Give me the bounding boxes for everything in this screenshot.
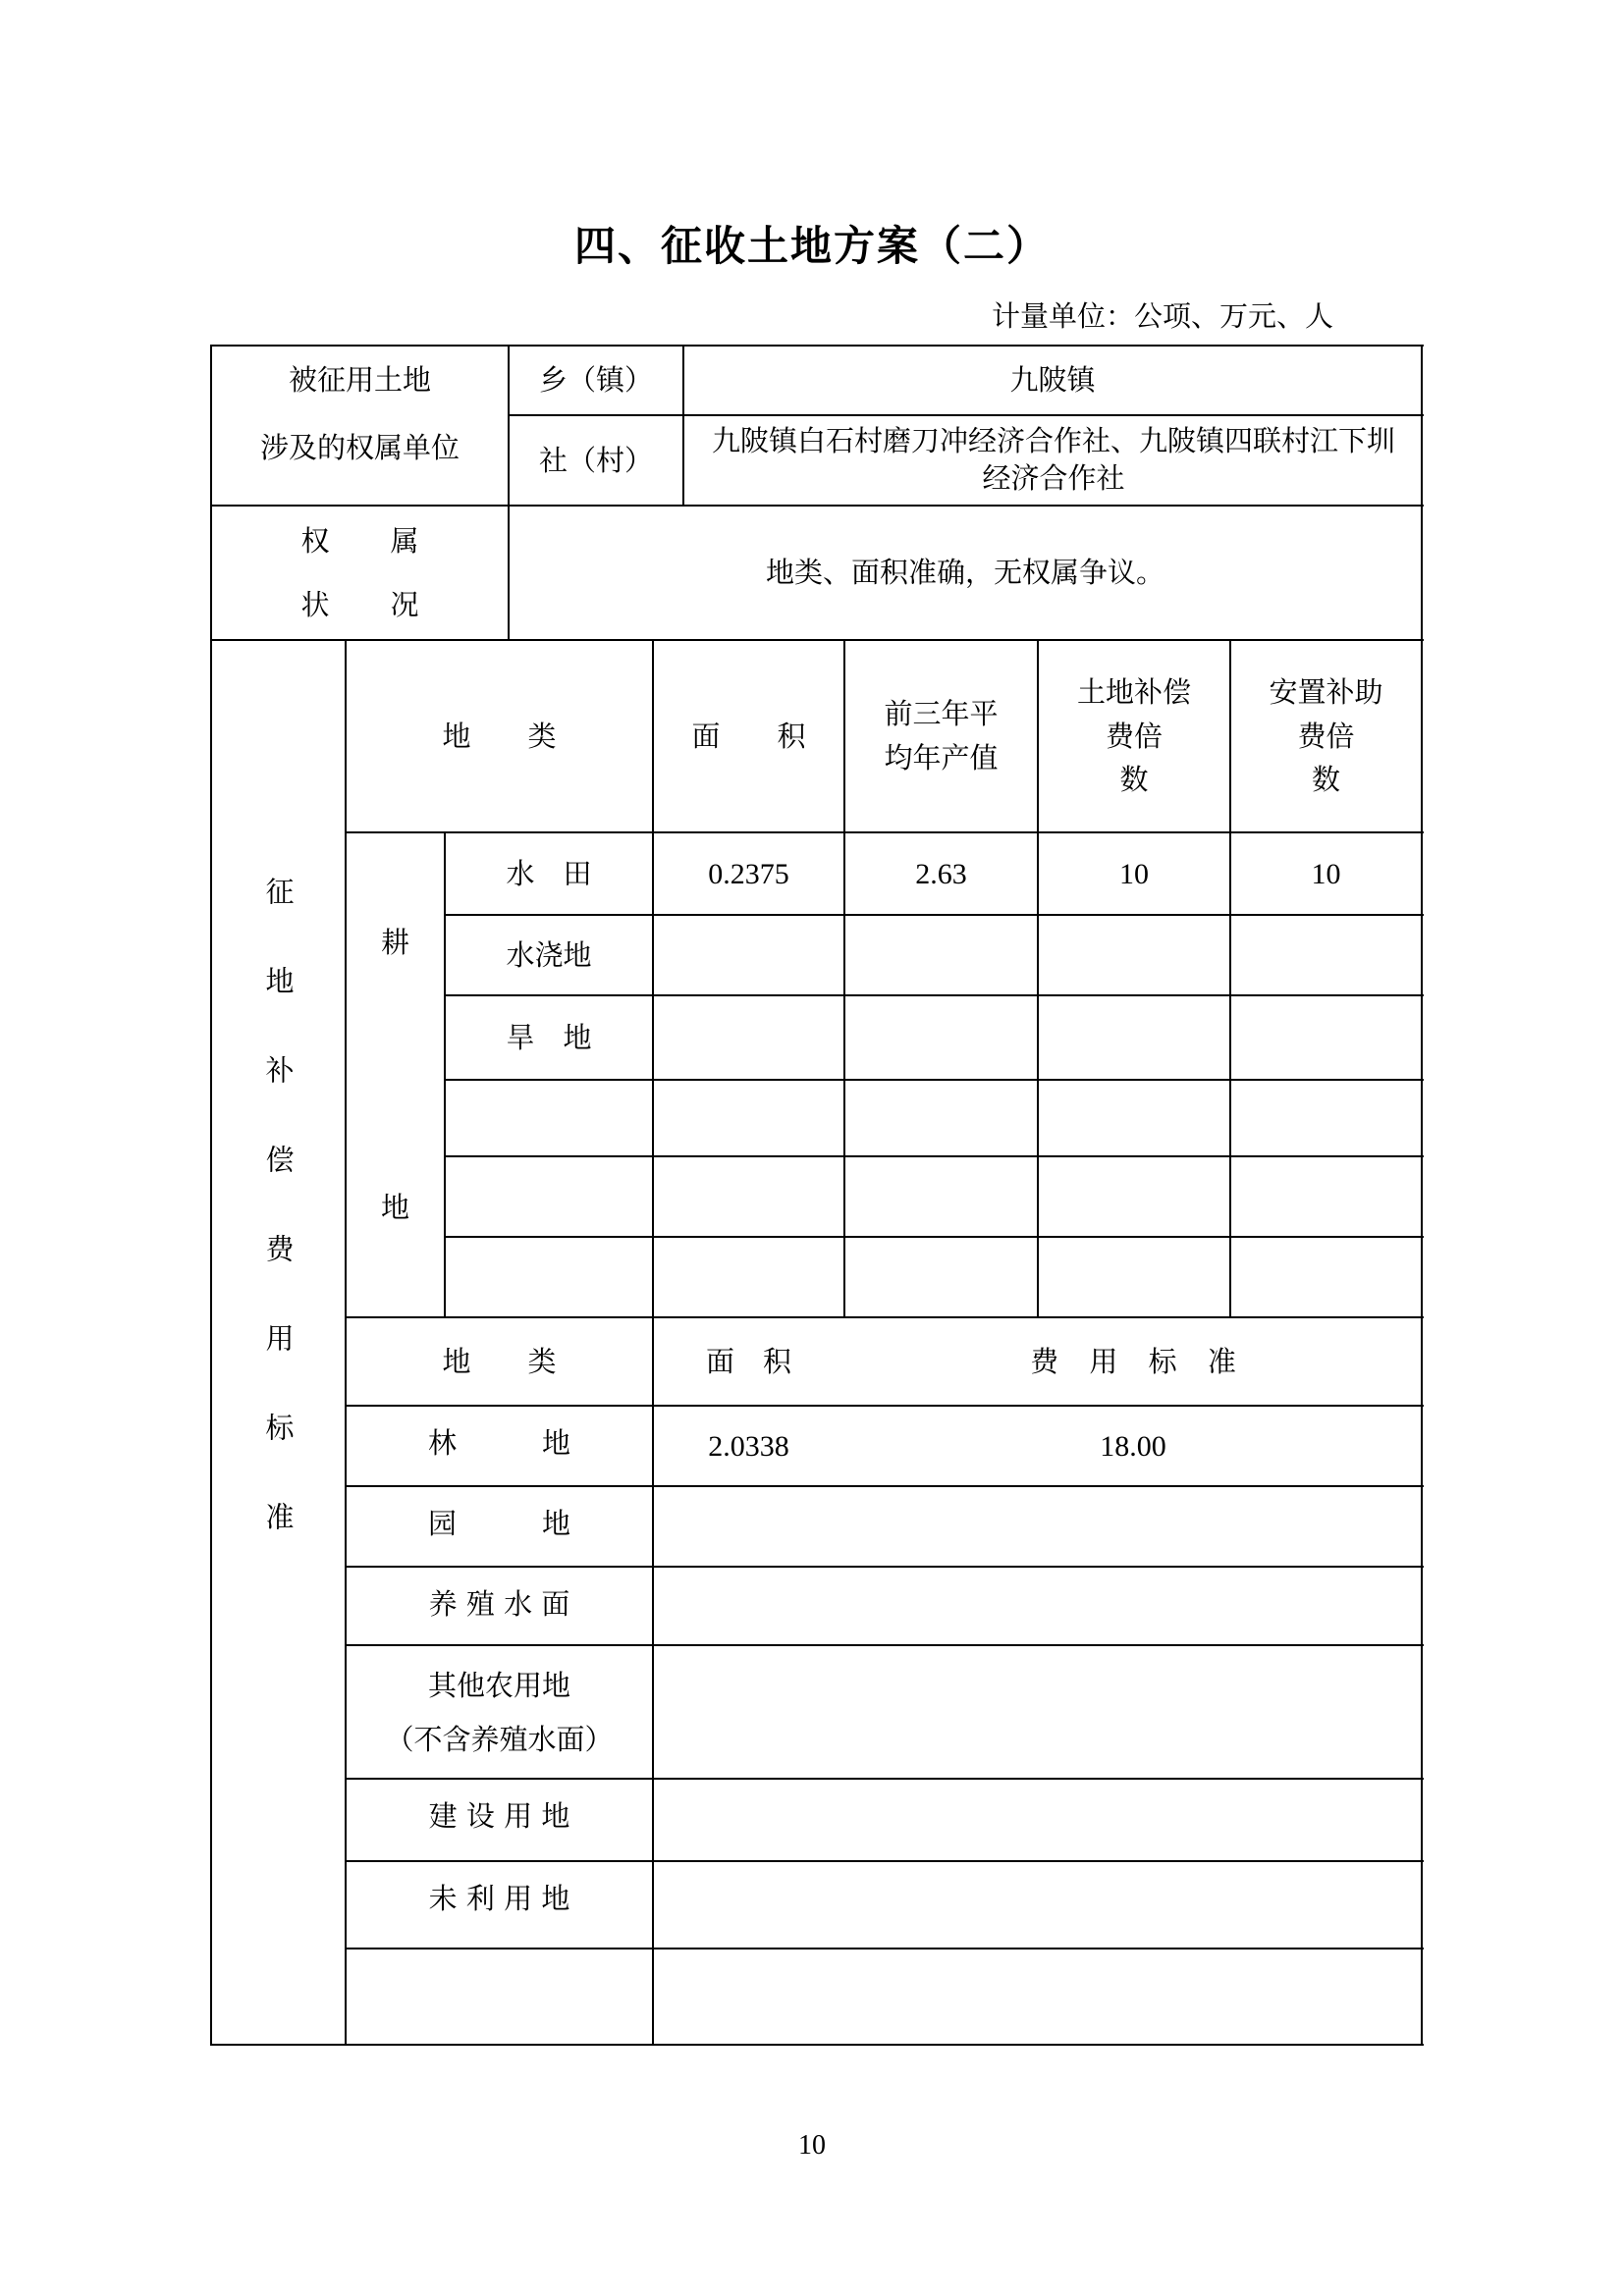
other-cell-standard: [845, 1487, 1421, 1567]
page-title: 四、征收土地方案（二）: [573, 222, 1050, 270]
unit-line: 计量单位：公项、万元、人: [992, 299, 1334, 333]
resettle-line2: 费倍: [1297, 719, 1355, 753]
other-cell-area: [654, 1949, 843, 2044]
other-cell-area: [654, 1646, 843, 1779]
cultivated-cell-land-multiple: [1039, 916, 1229, 995]
cultivated-cell-resettle-multiple: [1231, 1081, 1421, 1156]
ownership-unit-label-line2: 涉及的权属单位: [259, 430, 460, 464]
other-cell-area: 2.0338: [708, 1429, 789, 1463]
ownership-unit-label: [212, 347, 508, 505]
land-comp-line1: 土地补偿: [1076, 674, 1191, 709]
cultivated-cell-avg-output: [845, 1081, 1037, 1156]
cultivated-cell-area: [654, 996, 843, 1080]
cultivated-cell-avg-output: [845, 996, 1037, 1080]
table-border-bottom: [211, 2044, 1424, 2046]
other-type-line1: 其他农用地: [427, 1669, 570, 1703]
cultivated-cell-area: [654, 1081, 843, 1156]
ownership-status-char: 权: [300, 524, 330, 559]
ownership-unit-label-line1: 被征用土地: [288, 363, 431, 398]
cultivated-cell-area: [654, 1238, 843, 1317]
other-cell-standard: [845, 1568, 1421, 1645]
other-cell-type: 养 殖 水 面: [428, 1587, 570, 1621]
cultivated-cell-land-multiple: [1039, 1157, 1229, 1237]
cultivated-cell-resettle-multiple: [1231, 1238, 1421, 1317]
other-header-area: 面 积: [705, 1344, 791, 1378]
cultivated-cell-avg-output: [845, 916, 1037, 995]
ownership-status-label-grid: [300, 520, 418, 624]
cultivated-cell-land-multiple: [1039, 1238, 1229, 1317]
compensation-side-label-text: 征地补偿费用标准: [261, 877, 296, 1591]
cultivated-header-avg-output: [845, 641, 1037, 831]
other-type-line2: （不含养殖水面）: [385, 1722, 614, 1756]
cultivated-cell-resettle-multiple: [1231, 916, 1421, 995]
land-comp-line3: 数: [1119, 763, 1149, 797]
cultivated-cell-land-multiple: [1039, 996, 1229, 1080]
other-cell-area: [654, 1568, 843, 1645]
page-number: 10: [798, 2130, 826, 2161]
cultivated-cell-resettle-multiple: 10: [1311, 857, 1341, 890]
village-value: 九陂镇白石村磨刀冲经济合作社、九陂镇四联村江下圳经济合作社: [711, 424, 1395, 495]
other-cell-standard: [845, 1780, 1421, 1861]
table-border-right: [1421, 345, 1423, 2046]
cultivated-group-label-bottom: 地: [380, 1190, 409, 1224]
township-label: 乡（镇）: [538, 363, 653, 398]
cultivated-cell-avg-output: 2.63: [915, 857, 967, 890]
land-comp-line2: 费倍: [1105, 719, 1163, 753]
other-cell-type: 建 设 用 地: [428, 1799, 570, 1833]
other-cell-type: 林 地: [427, 1426, 570, 1460]
cultivated-cell-type: 水 田: [506, 857, 592, 891]
cultivated-cell-type: 旱 地: [506, 1021, 592, 1055]
other-cell-standard: [845, 1646, 1421, 1779]
cultivated-cell-resettle-multiple: [1231, 996, 1421, 1080]
cultivated-cell-type: 水浇地: [506, 938, 592, 973]
ownership-status-char: 属: [390, 524, 419, 559]
compensation-side-label: [212, 641, 345, 2044]
other-cell-type: 未 利 用 地: [428, 1882, 570, 1915]
other-cell-standard: [845, 1949, 1421, 2044]
cultivated-cell-type: [446, 1238, 652, 1317]
ownership-status-label: [212, 507, 508, 639]
ownership-status-char: 状: [300, 587, 330, 621]
other-header-standard: 费 用 标 准: [1030, 1344, 1236, 1378]
cultivated-header-land-type: 地 类: [442, 719, 557, 753]
cultivated-cell-avg-output: [845, 1157, 1037, 1237]
village-label: 社（村）: [538, 443, 653, 477]
cultivated-header-land-comp: [1039, 641, 1229, 831]
cultivated-cell-type: [446, 1157, 652, 1237]
ownership-status-char: 况: [390, 587, 419, 621]
other-cell-area: [654, 1780, 843, 1861]
other-cell-type: [347, 1949, 652, 2044]
township-value: 九陂镇: [1009, 363, 1096, 398]
resettle-line1: 安置补助: [1269, 674, 1383, 709]
cultivated-group-label-top: 耕: [380, 925, 409, 959]
other-cell-area: [654, 1862, 843, 1949]
cultivated-header-area: 面 积: [691, 719, 806, 753]
cultivated-cell-land-multiple: [1039, 1081, 1229, 1156]
cultivated-cell-area: 0.2375: [708, 857, 789, 890]
cultivated-cell-type: [446, 1081, 652, 1156]
cultivated-header-resettle: [1231, 641, 1421, 831]
other-header-land-type: 地 类: [442, 1344, 557, 1378]
avg-output-line2: 均年产值: [884, 741, 999, 774]
other-cell-type: 园 地: [427, 1507, 570, 1540]
ownership-status-value: 地类、面积准确，无权属争议。: [765, 556, 1164, 590]
cultivated-cell-resettle-multiple: [1231, 1157, 1421, 1237]
other-cell-standard: [845, 1862, 1421, 1949]
resettle-line3: 数: [1311, 763, 1340, 797]
other-cell-area: [654, 1487, 843, 1567]
cultivated-cell-avg-output: [845, 1238, 1037, 1317]
cultivated-cell-area: [654, 1157, 843, 1237]
other-cell-standard: 18.00: [1100, 1429, 1166, 1463]
other-cell-type: [347, 1646, 652, 1779]
cultivated-cell-land-multiple: 10: [1119, 857, 1149, 890]
cultivated-cell-area: [654, 916, 843, 995]
avg-output-line1: 前三年平: [884, 697, 999, 731]
